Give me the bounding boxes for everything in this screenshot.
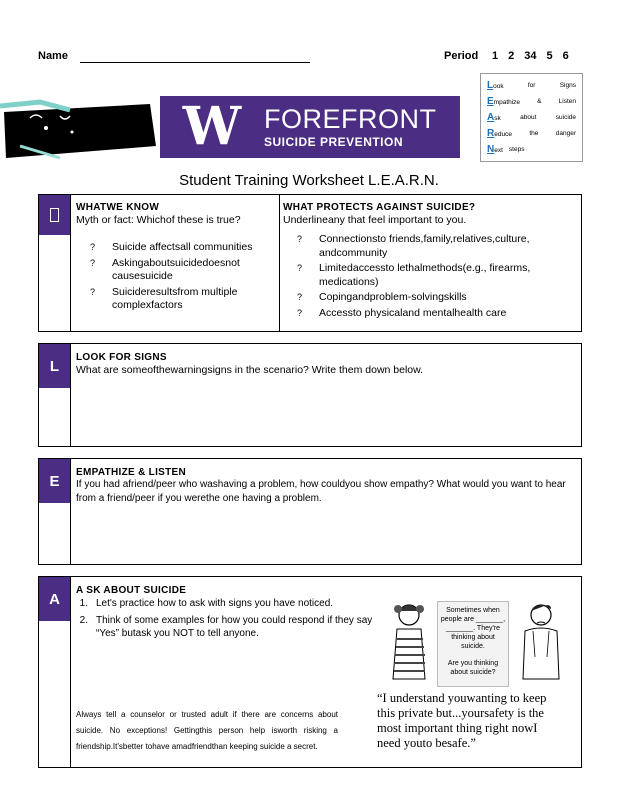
list-item: 1. Let's practice how to ask with signs you have noticed. — [79, 598, 334, 609]
period-number[interactable]: 1 — [492, 50, 499, 62]
period-number[interactable]: 5 — [546, 50, 553, 62]
uw-logo-icon: W — [182, 96, 242, 157]
student-girl-illustration — [387, 599, 431, 683]
period-number[interactable]: 34 — [524, 50, 537, 62]
list-item[interactable]: ? Askingaboutsuicidedoesnot causesuicide — [90, 256, 240, 282]
list-item[interactable]: ? Suicide affectsall communities — [90, 241, 253, 253]
answer-area-l[interactable] — [79, 386, 577, 442]
bubble-text-2: Are you thinking about suicide? — [447, 660, 499, 676]
learn-acronym-box — [480, 73, 583, 162]
list-item[interactable]: ? Accessto physicaland mentalhealth care — [297, 306, 507, 319]
worksheet-title: Student Training Worksheet L.E.A.R.N. — [179, 172, 439, 189]
empathize-heading: EMPATHIZE & LISTEN — [76, 467, 187, 478]
list-item[interactable]: ? Connectionsto friends,family,relatives,culture, andcommunity — [297, 233, 530, 259]
counselor-note: Always tell a counselor or trusted adult if there are concerns about suicide. No exceptions! Gettingthis person help isworth risking a friendship.It'sbetter tohave amadfriendthan keeping suicide a secret. — [76, 710, 338, 751]
redaction-scribble — [0, 98, 158, 160]
section-letter-a: A — [39, 577, 70, 621]
list-item[interactable]: ? Limitedaccessto lethalmethods(e.g., firearms, medications) — [297, 262, 531, 288]
period-number[interactable]: 6 — [562, 50, 569, 62]
list-item: 2. Think of some examples for how you could respond if they say “Yes” butask you NOT to tell anyone. — [79, 615, 373, 639]
student-boy-illustration — [517, 599, 565, 683]
name-label: Name — [38, 50, 68, 62]
learn-row: Next steps — [487, 144, 525, 155]
section-empathize-listen — [38, 458, 582, 565]
banner-subtitle: SUICIDE PREVENTION — [264, 135, 404, 149]
look-for-signs-heading: LOOK FOR SIGNS — [76, 352, 167, 363]
section-letter-l: L — [39, 344, 70, 388]
learn-row: Ask about suicide — [487, 112, 576, 123]
what-we-know-heading: WHATWE KNOW — [76, 202, 160, 213]
ask-about-suicide-heading: A SK ABOUT SUICIDE — [76, 585, 187, 596]
what-protects-heading: WHAT PROTECTS AGAINST SUICIDE? — [283, 202, 476, 213]
safety-quote: “I understand youwanting to keep this private but...yoursafety is the most important thing right nowI need youto besafe.” — [377, 691, 547, 750]
speech-bubble-card — [437, 601, 509, 687]
myth-or-fact-prompt: Myth or fact: Whichof these is true? — [76, 214, 241, 226]
section-ask-about-suicide — [38, 576, 582, 768]
list-item[interactable]: ? Suicideresultsfrom multiple complexfactors — [90, 285, 238, 311]
period-number[interactable]: 2 — [508, 50, 515, 62]
section-letter-e: E — [39, 459, 70, 503]
period-label: Period — [444, 50, 479, 62]
section-look-for-signs — [38, 343, 582, 447]
bubble-text-1: Sometimes when people are _______, _______. They're thinking about suicide. — [440, 607, 506, 650]
section-what-we-know — [38, 194, 582, 332]
empathize-prompt: If you had afriend/peer who washaving a problem, how couldyou show empathy? What would you want to hear from a friend/peer if you werethe one having a problem. — [76, 479, 566, 504]
period-numbers — [492, 50, 569, 62]
list-item[interactable]: ? Copingandproblem-solvingskills — [297, 291, 467, 303]
look-for-signs-prompt: What are someofthewarningsigns in the scenario? Write them down below. — [76, 364, 424, 376]
name-field[interactable] — [80, 62, 310, 63]
answer-area-e[interactable] — [79, 515, 577, 561]
square-glyph-icon — [39, 195, 70, 235]
banner-title: FOREFRONT — [264, 104, 437, 134]
learn-row: Look for Signs — [487, 80, 576, 91]
learn-row: Empathize & Listen — [487, 96, 576, 107]
learn-row: Reduce the danger — [487, 128, 576, 139]
underline-prompt: Underlineany that feel important to you. — [283, 214, 467, 226]
forefront-banner — [160, 96, 460, 158]
